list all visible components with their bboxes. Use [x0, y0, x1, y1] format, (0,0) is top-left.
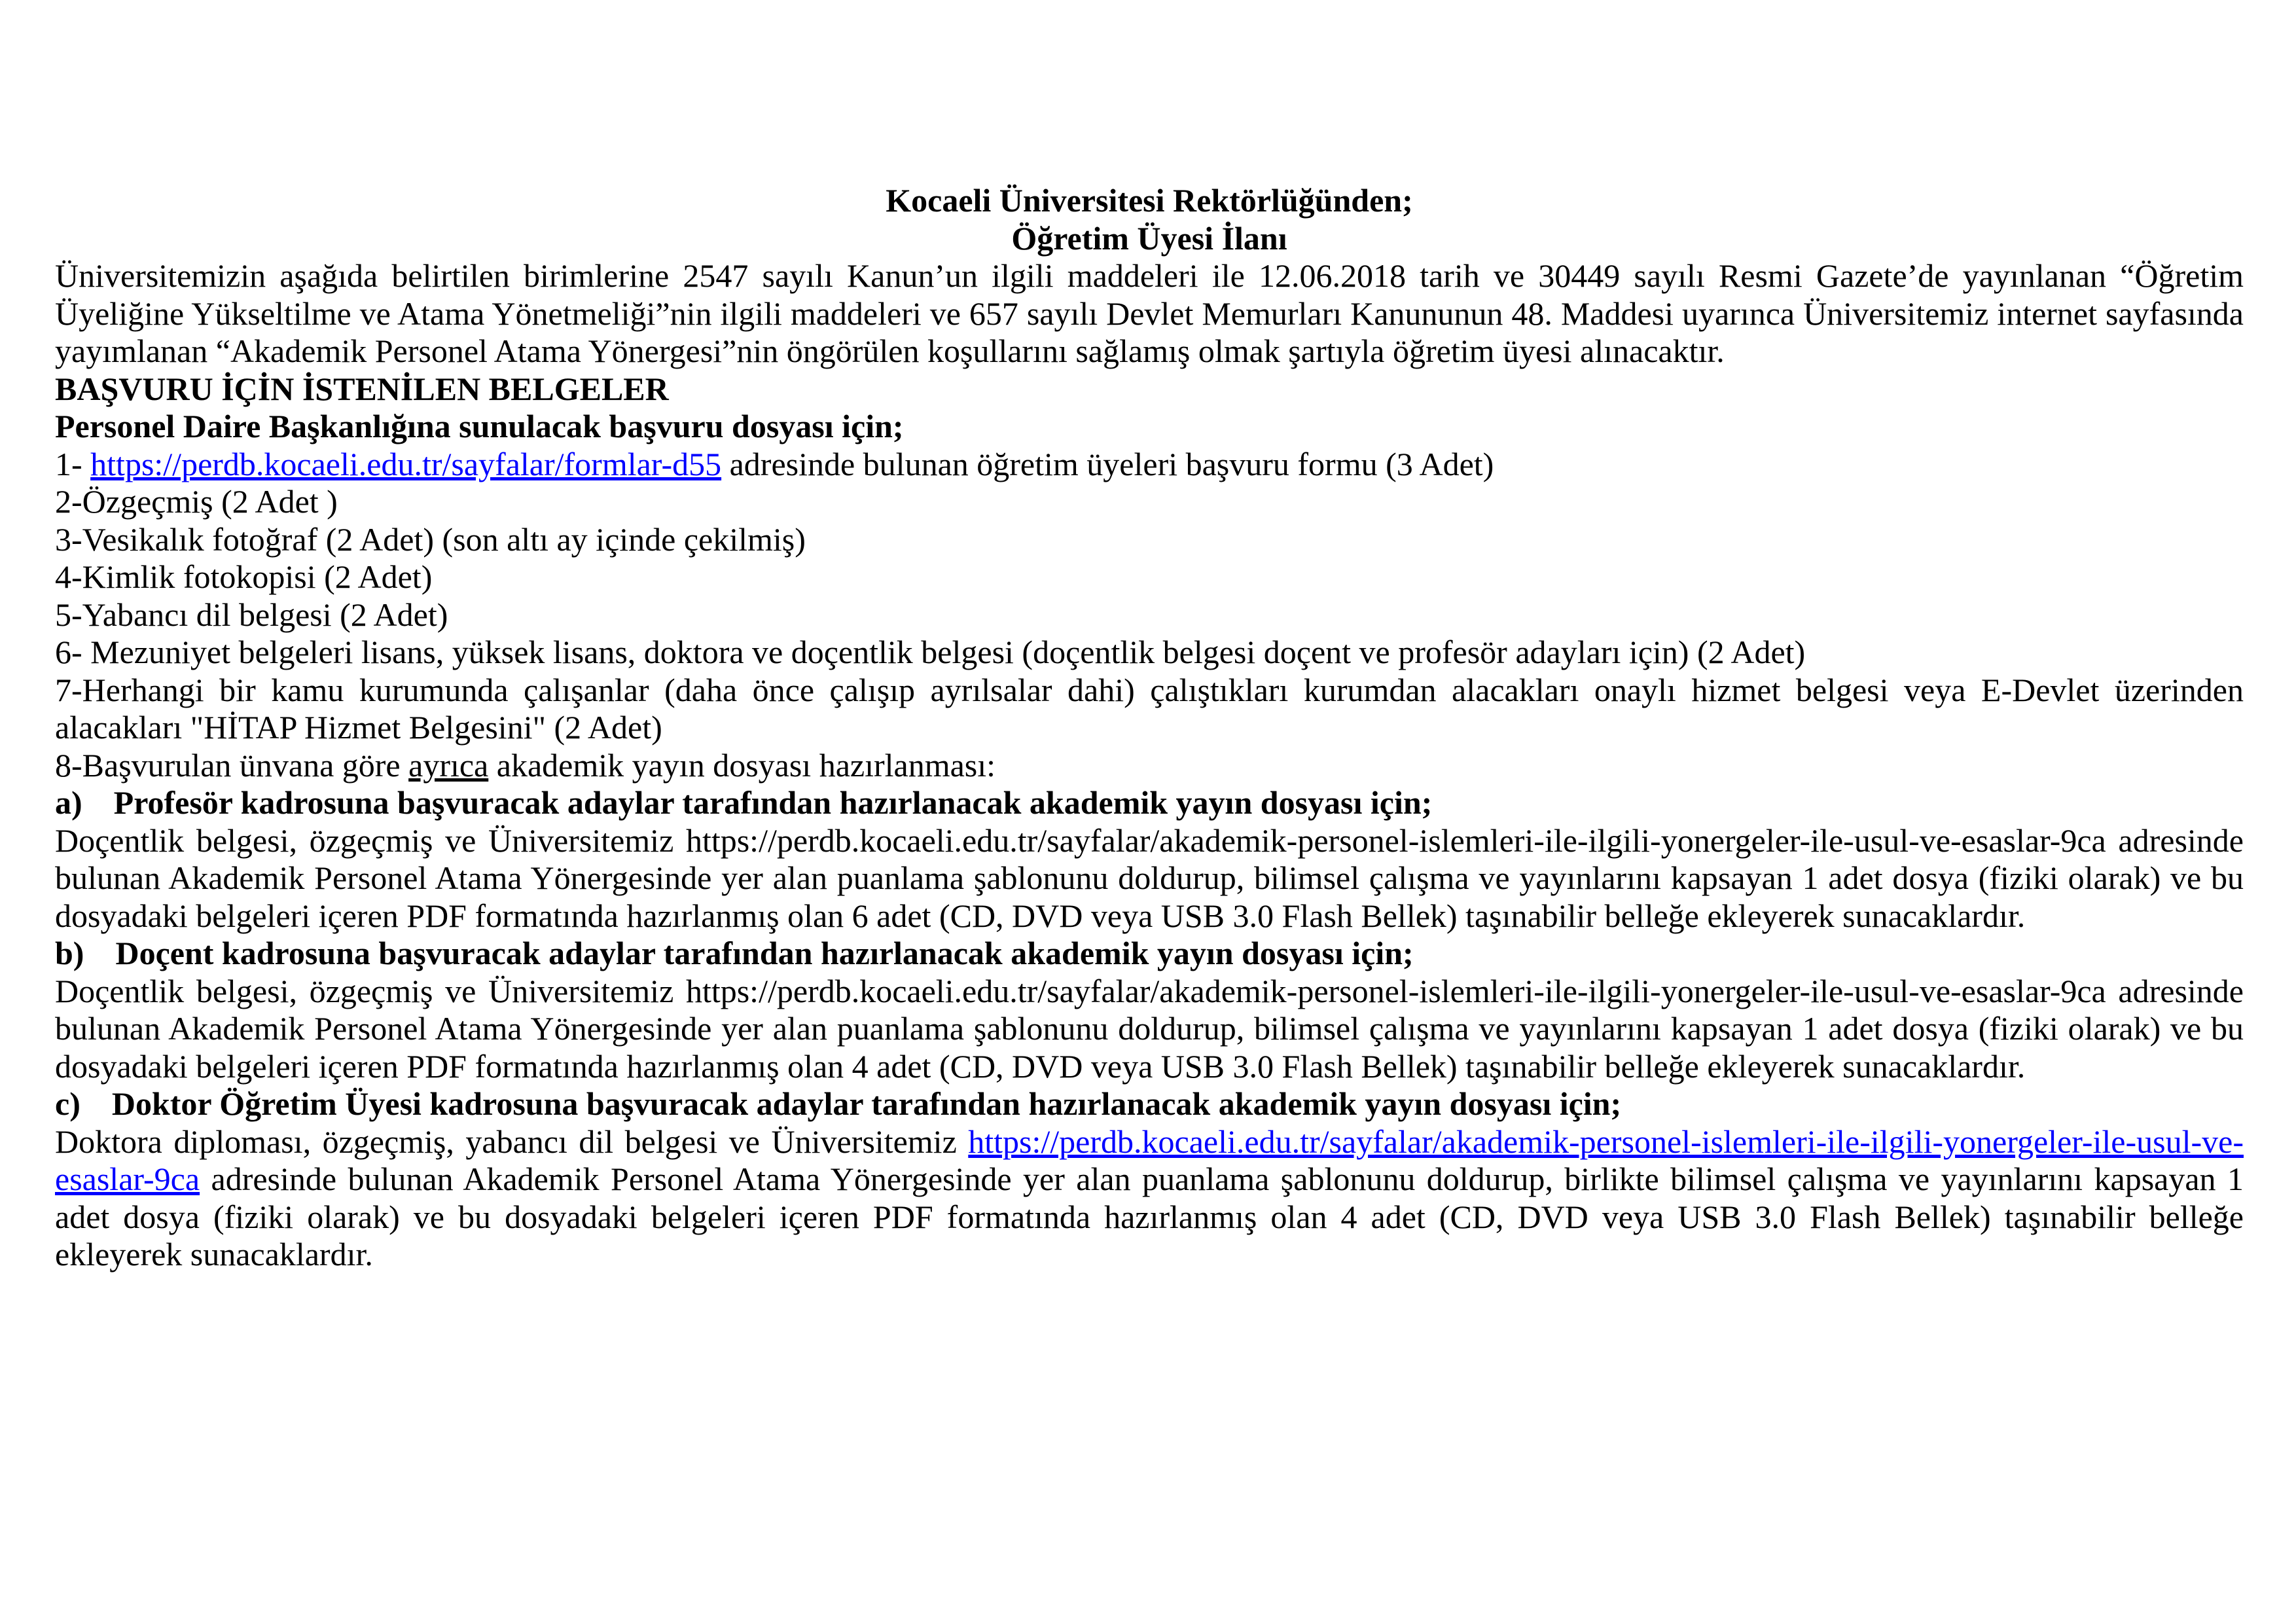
- section-a-heading-text: Profesör kadrosuna başvuracak adaylar tarafından hazırlanacak akademik yayın dosyası için;: [113, 784, 1433, 821]
- section-b-heading: [55, 935, 2244, 973]
- list-item-1: [55, 446, 2244, 484]
- document-title-line1: Kocaeli Üniversitesi Rektörlüğünden;: [886, 182, 1413, 219]
- document-title-line2: Öğretim Üyesi İlanı: [1011, 219, 1287, 257]
- section-c-label: c): [55, 1085, 81, 1122]
- list-item-1-prefix: 1-: [55, 445, 91, 482]
- intro-paragraph: Üniversitemizin aşağıda belirtilen birimlerine 2547 sayılı Kanun’un ilgili maddeleri ile 12.06.2018 tarih ve 30449 sayılı Resmi Gazete’de yayınlanan “Öğretim Üyeliğine Yükseltilme ve Atama Yönetmeliği”nin ilgili maddeleri ve 657 sayılı Devlet Memurları Kanununun 48. Maddesi uyarınca Üniversitemiz internet sayfasında yayımlanan “Akademik Personel Atama Yönergesi”nin öngörülen koşullarını sağlamış olmak şartıyla öğretim üyesi alınacaktır.: [55, 257, 2244, 369]
- list-item-4: 4-Kimlik fotokopisi (2 Adet): [55, 558, 433, 595]
- section-b-heading-text: Doçent kadrosuna başvuracak adaylar tarafından hazırlanacak akademik yayın dosyası için;: [115, 935, 1414, 971]
- section-c-heading-text: Doktor Öğretim Üyesi kadrosuna başvuracak adaylar tarafından hazırlanacak akademik yayın dosyası için;: [111, 1085, 1622, 1122]
- section-c-body: [55, 1123, 2244, 1274]
- list-item-1-suffix: adresinde bulunan öğretim üyeleri başvuru formu (3 Adet): [721, 445, 1494, 482]
- formlar-link[interactable]: https://perdb.kocaeli.edu.tr/sayfalar/formlar-d55: [90, 445, 722, 482]
- list-item-3: 3-Vesikalık fotoğraf (2 Adet) (son altı ay içinde çekilmiş): [55, 520, 806, 558]
- list-item-2: 2-Özgeçmiş (2 Adet ): [55, 483, 338, 520]
- list-item-7: 7-Herhangi bir kamu kurumunda çalışanlar (daha önce çalışıp ayrılsalar dahi) çalıştıkları kurumdan alacakları onaylı hizmet belgesi veya E-Devlet üzerinden alacakları "HİTAP Hizmet Belgesini" (2 Adet): [55, 671, 2244, 746]
- list-item-6: 6- Mezuniyet belgeleri lisans, yüksek lisans, doktora ve doçentlik belgesi (doçentlik belgesi doçent ve profesör adayları için) (2 Adet): [55, 634, 1806, 670]
- section-a-body: Doçentlik belgesi, özgeçmiş ve Üniversitemiz https://perdb.kocaeli.edu.tr/sayfalar/akademik-personel-islemleri-ile-ilgili-yonergeler-ile-usul-ve-esaslar-9ca adresinde bulunan Akademik Personel Atama Yönergesinde yer alan puanlama şablonunu doldurup, bilimsel çalışma ve yayınlarını kapsayan 1 adet dosya (fiziki olarak) ve bu dosyadaki belgeleri içeren PDF formatında hazırlanmış olan 6 adet (CD, DVD veya USB 3.0 Flash Bellek) taşınabilir belleğe ekleyerek sunacaklardır.: [55, 821, 2244, 934]
- list-item-8-prefix: 8-Başvurulan ünvana göre: [55, 746, 409, 784]
- personnel-office-subheading: Personel Daire Başkanlığına sunulacak başvuru dosyası için;: [55, 408, 904, 444]
- section-a: [55, 784, 2244, 935]
- section-c-body-suffix: adresinde bulunan Akademik Personel Atama Yönergesinde yer alan puanlama şablonunu doldurup, birlikte bilimsel çalışma ve yayınlarını kapsayan 1 adet dosya (fiziki olarak) ve bu dosyadaki belgeleri içeren PDF formatında hazırlanmış olan 4 adet (CD, DVD veya USB 3.0 Flash Bellek) taşınabilir belleğe ekleyerek sunacaklardır.: [55, 1161, 2244, 1272]
- list-item-8-underlined-word: ayrıca: [408, 746, 489, 784]
- section-c-body-prefix: Doktora diploması, özgeçmiş, yabancı dil belgesi ve Üniversitemiz: [55, 1123, 969, 1160]
- list-item-8: [55, 747, 2244, 785]
- list-item-8-suffix: akademik yayın dosyası hazırlanması:: [488, 746, 996, 784]
- yonerge-link[interactable]: https://perdb.kocaeli.edu.tr/sayfalar/akademik-personel-islemleri-ile-ilgili-yonergeler-ile-usul-ve-esaslar-9ca: [55, 1123, 2244, 1197]
- required-documents-heading: BAŞVURU İÇİN İSTENİLEN BELGELER: [55, 370, 669, 407]
- document-list: [55, 446, 2244, 785]
- section-c-heading: [55, 1085, 2244, 1123]
- section-b-body: Doçentlik belgesi, özgeçmiş ve Üniversitemiz https://perdb.kocaeli.edu.tr/sayfalar/akademik-personel-islemleri-ile-ilgili-yonergeler-ile-usul-ve-esaslar-9ca adresinde bulunan Akademik Personel Atama Yönergesinde yer alan puanlama şablonunu doldurup, bilimsel çalışma ve yayınlarını kapsayan 1 adet dosya (fiziki olarak) ve bu dosyadaki belgeleri içeren PDF formatında hazırlanmış olan 4 adet (CD, DVD veya USB 3.0 Flash Bellek) taşınabilir belleğe ekleyerek sunacaklardır.: [55, 972, 2244, 1085]
- section-a-label: a): [55, 784, 82, 821]
- section-a-heading: [55, 784, 2244, 822]
- section-c: [55, 1085, 2244, 1274]
- section-b: [55, 935, 2244, 1085]
- section-b-label: b): [55, 935, 84, 971]
- list-item-5: 5-Yabancı dil belgesi (2 Adet): [55, 596, 448, 633]
